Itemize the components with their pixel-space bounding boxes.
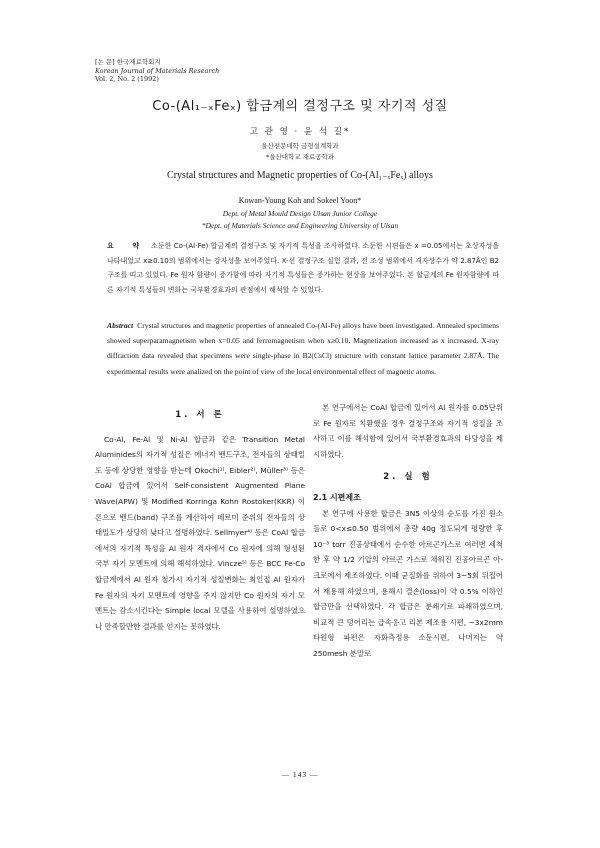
journal-header — [95, 58, 219, 84]
right-column — [313, 400, 503, 662]
section-2-1-heading: 2.1 시편제조 — [313, 492, 361, 502]
journal-korean-name: [논 문] 한국재료학회지 — [95, 58, 161, 66]
korean-title: Co-(Al₁₋ₓFeₓ) 합금계의 결정구조 및 자기적 성질 — [152, 99, 448, 114]
journal-volume: Vol. 2, No. 2 (1992) — [95, 75, 159, 83]
korean-authors: 고 관 영 · 윤 석 길* — [249, 127, 351, 137]
korean-affiliation-2: *울산대학교 재료공학과 — [265, 153, 335, 161]
korean-abstract-label: 요 약 — [107, 242, 148, 250]
section-2-paragraph: 본 연구에 사용한 합금은 3N5 이상의 순도를 가진 원소들로 0<x≤0.50 범위에서 총량 40g 정도되게 평량한 후 10⁻³ torr 진공상태에서 순수한 아르곤가스로 여러번 세척한 후 약 1/2 기압의 아르곤 가스로 채워진 진공아르곤 아-크로에서 제조하였다. 이때 균질화를 위하여 3~5회 뒤집어서 재용해 하였으며, 용해시 결손(loss)이 약 0.5% 이하인 합금만을 선택하였다. 각 합금은 분쇄기로 파쇄하였으며, 비교적 큰 덩어리는 급속응고 리본 제조용 시편, ~3x2mm 타원형 파편은 자화측정용 소둔시편, 나머지는 약 250mesh 분말로 — [313, 508, 503, 658]
english-authors: Kowan-Young Koh and Sokeel Yoon* — [238, 196, 362, 205]
right-intro-paragraph: 본 연구에서는 CoAl 합금에 있어서 Al 원자를 0.05단위로 Fe 원자로 치환했을 경우 결정구조와 자기적 성질을 조사하고 이를 해석함에 있어서 국부환경효과의 타당성을 제시하였다. — [313, 403, 503, 459]
english-title: Crystal structures and Magnetic properties of Co-(Al₁₋ₓFeₓ) alloys — [167, 170, 433, 181]
section-1-heading: 1. 서 론 — [175, 410, 225, 420]
english-abstract-label: Abstract — [107, 321, 134, 330]
page-number: — 143 — — [281, 770, 319, 779]
english-affiliation-1: Dept. of Metal Mould Design Ulsan Junior College — [222, 209, 378, 218]
korean-affiliation-1: 울산전문대학 금형설계학과 — [261, 142, 339, 150]
left-column — [95, 410, 305, 634]
english-abstract-text: Crystal structures and magnetic properties of annealed Co-(Al-Fe) alloys have been investigated. Annealed specimens showed superparamagnetism when x=0.05 and ferromagnetism when x≥0.10. Magnetization increased as x increased. X-ray diffraction data revealed that specimens were single-phase in B2(CsCl) structure with constant lattice parameter 2.87Å. The experimental results were analized on the point of view of the local environmental effect of magnetic atoms. — [107, 321, 499, 376]
korean-abstract — [107, 239, 499, 297]
journal-english-name: Korean Journal of Materials Research — [95, 66, 220, 75]
english-abstract — [107, 318, 499, 379]
section-2-heading: 2. 실 험 — [383, 472, 433, 483]
english-affiliation-2: *Dept. of Materials Science and Engineering University of Ulsan — [201, 221, 399, 230]
korean-abstract-text: 소둔한 Co-(Al-Fe) 합금계의 결정구조 및 자기적 특성을 조사하였다. 소둔한 시편들은 x =0.05에서는 초상자성을 나타내었고 x≥0.10의 범위에서는 강자성을 보여주었다. X-선 결정구조 실험 결과, 전 조성 범위에서 격자상수가 약 2.87Å인 B2 구조를 띠고 있었다. Fe 원자 함량이 증가함에 따라 자기적 특성들은 증가하는 현상을 보여주었다. 본 합금계의 Fe 원자함량에 따른 자기적 특성들의 변화는 국부환경효과의 관점에서 해석할 수 있었다. — [107, 242, 499, 294]
section-1-paragraph: Co-Al, Fe-Al 및 Ni-Al 합금과 같은 Transition Metal Aluminides의 자기적 성질은 에너지 밴드구조, 전자들의 상태밀도 등에 상당한 영향을 받는데 Okochi¹⁾, Eibler²⁾, Müller³⁾ 등은 CoAl 합금에 있어서 Self-consistent Augmented Plane Wave(APW) 및 Modified Korringa Kohn Rostoker(KKR) 이론으로 밴드(band) 구조를 계산하여 페르미 준위의 전자들의 상태밀도가 상당히 낮다고 설명하였다. Sellmyer⁴⁾ 등은 CoAl 합금에서의 자기적 특성을 Al 원자 격자에서 Co 원자에 의해 형성된 국부 자기 모멘트에 의해 해석하였다. Vincze⁵⁾ 등은 BCC Fe-Co 합금계에서 Al 원자 첨가시 자기적 성질변화는 최인접 Al 원자가 Fe 원자의 자기 모멘트에 영향을 주지 않지만 Co 원자의 자기 모멘트는 감소시킨다는 Simple local 모델을 사용하여 설명하였으나 만족할만한 결과를 얻지는 못하였다. — [95, 434, 305, 631]
